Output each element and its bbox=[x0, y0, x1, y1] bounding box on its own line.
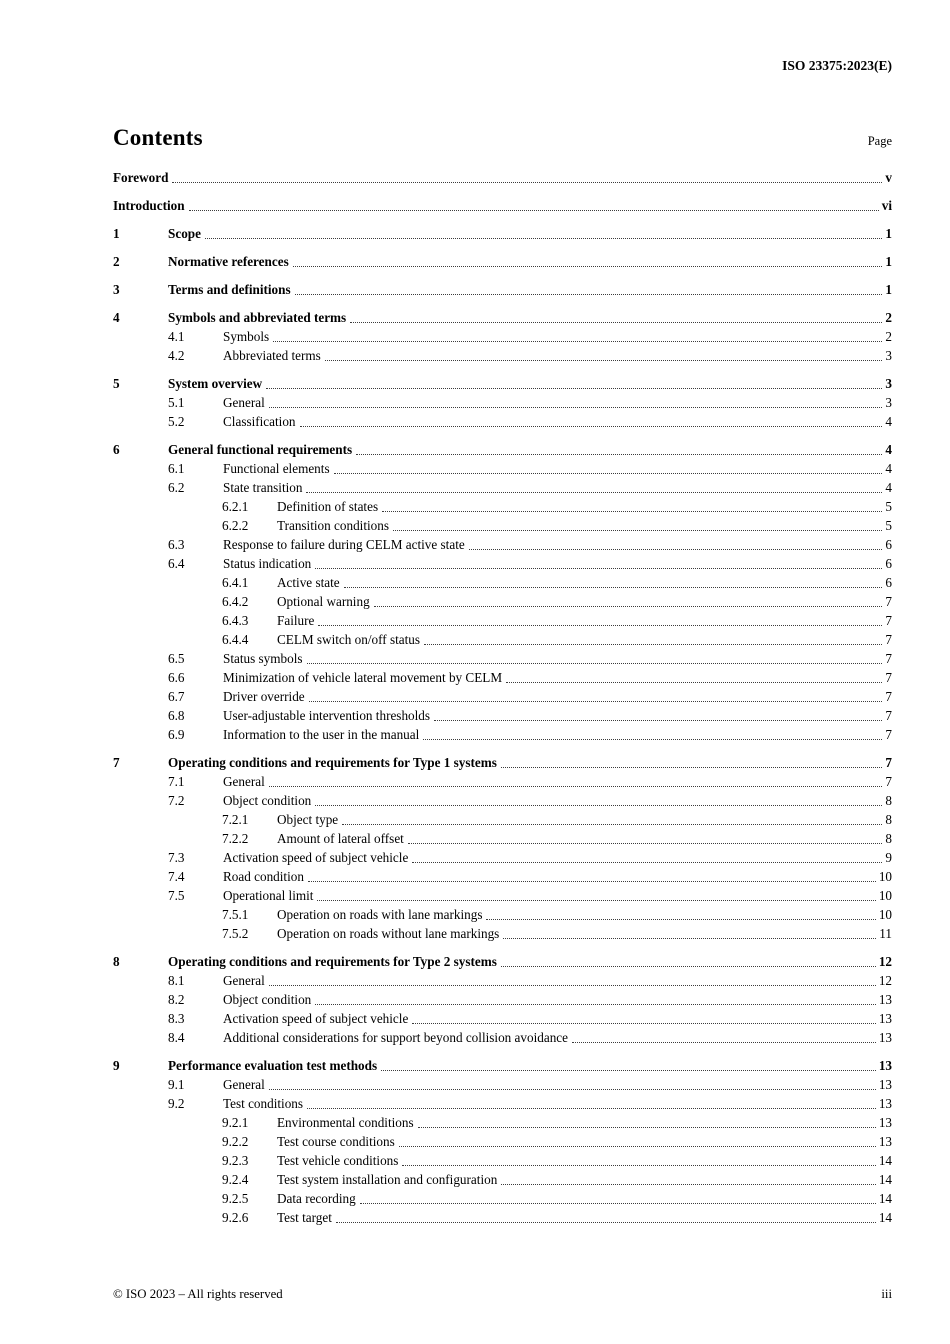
toc-entry-page: 4 bbox=[885, 461, 892, 476]
dot-leader bbox=[315, 1004, 876, 1005]
toc-entry-number: 7.2.2 bbox=[222, 831, 249, 846]
toc-entry-page: 7 bbox=[885, 774, 892, 789]
toc-entry-title: Operation on roads with lane markings bbox=[277, 907, 483, 922]
toc-entry-title: Response to failure during CELM active state bbox=[223, 537, 465, 552]
toc-entry-page: v bbox=[885, 170, 892, 185]
toc-entry-page: 13 bbox=[878, 1030, 892, 1045]
toc-entry-number: 6.4.3 bbox=[222, 613, 249, 628]
toc-entry-page: 14 bbox=[878, 1210, 892, 1225]
toc-entry-title: Functional elements bbox=[223, 461, 330, 476]
toc-entry-number: 8.3 bbox=[168, 1011, 185, 1026]
toc-entry-page: 7 bbox=[885, 613, 892, 628]
dot-leader bbox=[295, 294, 883, 295]
toc-entry-page: vi bbox=[881, 198, 892, 213]
toc-entry-number: 4.2 bbox=[168, 348, 185, 363]
toc-entry-number: 7.5.2 bbox=[222, 926, 249, 941]
dot-leader bbox=[306, 492, 882, 493]
toc-entry-title: Data recording bbox=[277, 1191, 356, 1206]
toc-entry-number: 9.2.3 bbox=[222, 1153, 249, 1168]
toc-entry bbox=[113, 252, 892, 271]
toc-entry-title: Classification bbox=[223, 414, 296, 429]
dot-leader bbox=[293, 266, 883, 267]
dot-leader bbox=[334, 473, 883, 474]
dot-leader bbox=[317, 900, 875, 901]
copyright-notice: © ISO 2023 – All rights reserved bbox=[113, 1287, 283, 1301]
dot-leader bbox=[205, 238, 882, 239]
toc-entry-page: 12 bbox=[878, 973, 892, 988]
dot-leader bbox=[572, 1042, 876, 1043]
toc-entry-number: 4 bbox=[113, 310, 120, 325]
toc-entry-number: 6.6 bbox=[168, 670, 185, 685]
toc-entry bbox=[113, 168, 892, 187]
dot-leader bbox=[360, 1203, 876, 1204]
toc-entry-number: 7.2.1 bbox=[222, 812, 249, 827]
toc-entry-title: General bbox=[223, 395, 265, 410]
toc-entry-page: 3 bbox=[885, 348, 892, 363]
toc-entry-title: Driver override bbox=[223, 689, 305, 704]
toc-entry bbox=[113, 478, 892, 497]
toc-entry bbox=[113, 346, 892, 365]
toc-entry bbox=[113, 573, 892, 592]
dot-leader bbox=[469, 549, 883, 550]
contents-header bbox=[113, 125, 892, 151]
toc-entry-page: 3 bbox=[885, 395, 892, 410]
dot-leader bbox=[336, 1222, 876, 1223]
toc-entry-title: Activation speed of subject vehicle bbox=[223, 1011, 409, 1026]
dot-leader bbox=[307, 663, 883, 664]
toc-entry bbox=[113, 1132, 892, 1151]
toc-entry-page: 1 bbox=[885, 226, 892, 241]
toc-entry-page: 13 bbox=[878, 992, 892, 1007]
toc-entry-page: 4 bbox=[885, 442, 892, 457]
toc-entry bbox=[113, 308, 892, 327]
toc-entry-number: 6.1 bbox=[168, 461, 185, 476]
toc-entry bbox=[113, 327, 892, 346]
toc-entry-title: Environmental conditions bbox=[277, 1115, 414, 1130]
dot-leader bbox=[269, 786, 883, 787]
toc-entry-number: 7.1 bbox=[168, 774, 185, 789]
dot-leader bbox=[423, 739, 882, 740]
dot-leader bbox=[266, 388, 882, 389]
toc-entry bbox=[113, 1094, 892, 1113]
toc-entry-title: User-adjustable intervention thresholds bbox=[223, 708, 431, 723]
dot-leader bbox=[269, 985, 876, 986]
toc-entry-page: 8 bbox=[885, 831, 892, 846]
toc-entry-title: Symbols bbox=[223, 329, 270, 344]
toc-entry bbox=[113, 848, 892, 867]
toc-entry-page: 1 bbox=[885, 254, 892, 269]
toc-entry bbox=[113, 725, 892, 744]
toc-entry-number: 6.9 bbox=[168, 727, 185, 742]
toc-entry-page: 13 bbox=[878, 1115, 892, 1130]
toc-entry-page: 10 bbox=[878, 869, 892, 884]
toc-entry bbox=[113, 630, 892, 649]
toc-entry-page: 4 bbox=[885, 480, 892, 495]
toc-entry-page: 4 bbox=[885, 414, 892, 429]
toc-entry-title: Operational limit bbox=[223, 888, 314, 903]
dot-leader bbox=[307, 1108, 876, 1109]
toc-entry bbox=[113, 1009, 892, 1028]
dot-leader bbox=[412, 862, 882, 863]
toc-entry-title: Status symbols bbox=[223, 651, 303, 666]
toc-entry-number: 5.2 bbox=[168, 414, 185, 429]
toc-entry-page: 11 bbox=[879, 926, 892, 941]
toc-entry-page: 14 bbox=[878, 1172, 892, 1187]
document-reference: ISO 23375:2023(E) bbox=[782, 58, 892, 73]
toc-entry-title: Failure bbox=[277, 613, 315, 628]
toc-entry-number: 7.5.1 bbox=[222, 907, 249, 922]
toc-entry-number: 8 bbox=[113, 954, 120, 969]
toc-entry bbox=[113, 1170, 892, 1189]
dot-leader bbox=[374, 606, 883, 607]
toc-entry-number: 6.4 bbox=[168, 556, 185, 571]
toc-entry-title: Performance evaluation test methods bbox=[168, 1058, 378, 1073]
toc-entry-page: 7 bbox=[885, 670, 892, 685]
toc-entry-page: 9 bbox=[885, 850, 892, 865]
toc-entry-title: System overview bbox=[168, 376, 263, 391]
toc-entry-page: 8 bbox=[885, 812, 892, 827]
toc-entry bbox=[113, 592, 892, 611]
toc-entry-number: 6.5 bbox=[168, 651, 185, 666]
toc-entry-number: 6.4.4 bbox=[222, 632, 249, 647]
toc-entry-page: 13 bbox=[878, 1058, 892, 1073]
toc-entry-page: 13 bbox=[878, 1011, 892, 1026]
toc-entry-page: 7 bbox=[885, 727, 892, 742]
toc-entry-number: 7.5 bbox=[168, 888, 185, 903]
dot-leader bbox=[418, 1127, 876, 1128]
toc-entry bbox=[113, 535, 892, 554]
toc-entry-title: Test course conditions bbox=[277, 1134, 395, 1149]
toc-entry-number: 6.4.1 bbox=[222, 575, 249, 590]
toc-entry-page: 8 bbox=[885, 793, 892, 808]
toc-entry bbox=[113, 753, 892, 772]
toc-entry-title: Transition conditions bbox=[277, 518, 389, 533]
toc-entry-page: 7 bbox=[885, 594, 892, 609]
toc-entry-title: State transition bbox=[223, 480, 303, 495]
toc-entry-number: 7.4 bbox=[168, 869, 185, 884]
toc-entry-page: 7 bbox=[885, 755, 892, 770]
toc-entry bbox=[113, 1028, 892, 1047]
folio-page-number: iii bbox=[881, 1287, 892, 1301]
toc-entry bbox=[113, 611, 892, 630]
toc-entry bbox=[113, 791, 892, 810]
toc-entry bbox=[113, 924, 892, 943]
toc-entry-page: 3 bbox=[885, 376, 892, 391]
toc-entry-title: Amount of lateral offset bbox=[277, 831, 404, 846]
toc-entry bbox=[113, 1151, 892, 1170]
dot-leader bbox=[408, 843, 883, 844]
toc-entry-page: 2 bbox=[885, 329, 892, 344]
dot-leader bbox=[501, 1184, 876, 1185]
toc-entry bbox=[113, 196, 892, 215]
page-column-label: Page bbox=[867, 134, 892, 148]
toc-entry bbox=[113, 867, 892, 886]
dot-leader bbox=[501, 966, 876, 967]
toc-entry bbox=[113, 1056, 892, 1075]
toc-entry-number: 3 bbox=[113, 282, 120, 297]
toc-entry bbox=[113, 706, 892, 725]
toc-entry-page: 14 bbox=[878, 1191, 892, 1206]
toc-entry-title: Road condition bbox=[223, 869, 304, 884]
dot-leader bbox=[350, 322, 882, 323]
toc-entry-title: Test conditions bbox=[223, 1096, 304, 1111]
toc-entry-number: 7 bbox=[113, 755, 120, 770]
toc-entry-page: 13 bbox=[878, 1077, 892, 1092]
toc-entry-number: 7.3 bbox=[168, 850, 185, 865]
toc-entry-page: 7 bbox=[885, 708, 892, 723]
dot-leader bbox=[315, 805, 882, 806]
toc-entry-number: 5.1 bbox=[168, 395, 185, 410]
dot-leader bbox=[309, 701, 883, 702]
toc-entry-number: 6.2.2 bbox=[222, 518, 249, 533]
toc-entry-title: Test vehicle conditions bbox=[277, 1153, 399, 1168]
toc-entry bbox=[113, 971, 892, 990]
toc-entry bbox=[113, 280, 892, 299]
dot-leader bbox=[172, 182, 882, 183]
toc-entry-page: 2 bbox=[885, 310, 892, 325]
toc-entry-title: Test target bbox=[277, 1210, 332, 1225]
toc-entry-title: Object condition bbox=[223, 793, 312, 808]
toc-entry-title: Foreword bbox=[113, 170, 169, 185]
toc-entry-number: 9.2.6 bbox=[222, 1210, 249, 1225]
dot-leader bbox=[269, 407, 883, 408]
toc-entry-number: 9 bbox=[113, 1058, 120, 1073]
toc-entry-number: 9.1 bbox=[168, 1077, 185, 1092]
toc-entry bbox=[113, 829, 892, 848]
toc-entry-page: 7 bbox=[885, 651, 892, 666]
dot-leader bbox=[308, 881, 876, 882]
toc-entry-title: Activation speed of subject vehicle bbox=[223, 850, 409, 865]
toc-entry bbox=[113, 952, 892, 971]
toc-entry bbox=[113, 649, 892, 668]
dot-leader bbox=[382, 511, 882, 512]
toc-entry-title: Object type bbox=[277, 812, 339, 827]
toc-entry bbox=[113, 1189, 892, 1208]
dot-leader bbox=[300, 426, 883, 427]
dot-leader bbox=[412, 1023, 876, 1024]
toc-entry-page: 1 bbox=[885, 282, 892, 297]
toc-entry bbox=[113, 393, 892, 412]
dot-leader bbox=[434, 720, 882, 721]
toc-entry-number: 2 bbox=[113, 254, 120, 269]
dot-leader bbox=[486, 919, 875, 920]
dot-leader bbox=[381, 1070, 876, 1071]
toc-entry-title: Test system installation and configuration bbox=[277, 1172, 498, 1187]
page-footer bbox=[113, 1287, 892, 1302]
toc-entry-page: 12 bbox=[878, 954, 892, 969]
toc-entry bbox=[113, 772, 892, 791]
toc-entry-page: 10 bbox=[878, 888, 892, 903]
toc-entry-number: 6 bbox=[113, 442, 120, 457]
toc-entry bbox=[113, 374, 892, 393]
dot-leader bbox=[342, 824, 882, 825]
toc-entry-number: 9.2 bbox=[168, 1096, 185, 1111]
dot-leader bbox=[393, 530, 882, 531]
dot-leader bbox=[325, 360, 883, 361]
toc-entry bbox=[113, 687, 892, 706]
toc-entry-number: 6.2.1 bbox=[222, 499, 249, 514]
dot-leader bbox=[273, 341, 882, 342]
toc-entry-title: General bbox=[223, 1077, 265, 1092]
toc-entry-title: Active state bbox=[277, 575, 340, 590]
toc-entry-page: 7 bbox=[885, 689, 892, 704]
toc-entry-page: 6 bbox=[885, 575, 892, 590]
toc-entry-number: 4.1 bbox=[168, 329, 185, 344]
toc-entry bbox=[113, 886, 892, 905]
toc-entry-title: Operation on roads without lane markings bbox=[277, 926, 500, 941]
toc-entry bbox=[113, 905, 892, 924]
dot-leader bbox=[356, 454, 882, 455]
toc-entry bbox=[113, 1113, 892, 1132]
toc-entry-number: 6.4.2 bbox=[222, 594, 249, 609]
toc-entry bbox=[113, 497, 892, 516]
toc-entry-title: Operating conditions and requirements for Type 2 systems bbox=[168, 954, 497, 969]
toc-entry-page: 13 bbox=[878, 1134, 892, 1149]
toc-entry-title: Minimization of vehicle lateral movement by CELM bbox=[223, 670, 503, 685]
toc-entry bbox=[113, 668, 892, 687]
toc-entry-title: Normative references bbox=[168, 254, 289, 269]
toc-entry-title: Symbols and abbreviated terms bbox=[168, 310, 347, 325]
toc-entry-title: Status indication bbox=[223, 556, 312, 571]
toc-entry-title: Optional warning bbox=[277, 594, 370, 609]
toc-entry-number: 5 bbox=[113, 376, 120, 391]
toc-entry bbox=[113, 1208, 892, 1227]
dot-leader bbox=[424, 644, 882, 645]
toc-entry-title: Operating conditions and requirements for Type 1 systems bbox=[168, 755, 497, 770]
dot-leader bbox=[315, 568, 882, 569]
toc-entry-title: General bbox=[223, 774, 265, 789]
toc-entry-title: Abbreviated terms bbox=[223, 348, 321, 363]
toc-entry-title: Object condition bbox=[223, 992, 312, 1007]
toc-entry-number: 6.7 bbox=[168, 689, 185, 704]
toc-entry-number: 6.2 bbox=[168, 480, 185, 495]
toc-list bbox=[113, 168, 892, 1227]
toc-entry-page: 6 bbox=[885, 537, 892, 552]
toc-entry-number: 8.2 bbox=[168, 992, 185, 1007]
toc-entry bbox=[113, 224, 892, 243]
toc-entry-page: 5 bbox=[885, 518, 892, 533]
toc-entry-number: 6.3 bbox=[168, 537, 185, 552]
toc-entry-page: 10 bbox=[878, 907, 892, 922]
dot-leader bbox=[318, 625, 882, 626]
dot-leader bbox=[269, 1089, 876, 1090]
dot-leader bbox=[189, 210, 879, 211]
toc-entry-page: 14 bbox=[878, 1153, 892, 1168]
toc-entry bbox=[113, 1075, 892, 1094]
dot-leader bbox=[506, 682, 882, 683]
toc-entry-page: 5 bbox=[885, 499, 892, 514]
toc-entry bbox=[113, 810, 892, 829]
toc-entry-page: 6 bbox=[885, 556, 892, 571]
toc-entry-number: 8.4 bbox=[168, 1030, 185, 1045]
toc-entry-title: Terms and definitions bbox=[168, 282, 291, 297]
toc-entry-number: 9.2.1 bbox=[222, 1115, 249, 1130]
contents-title: Contents bbox=[113, 125, 203, 150]
toc-entry-title: General bbox=[223, 973, 265, 988]
toc-entry-number: 1 bbox=[113, 226, 120, 241]
dot-leader bbox=[344, 587, 883, 588]
toc-entry-page: 13 bbox=[878, 1096, 892, 1111]
toc-entry-title: CELM switch on/off status bbox=[277, 632, 420, 647]
toc-entry-title: Introduction bbox=[113, 198, 185, 213]
toc-entry-page: 7 bbox=[885, 632, 892, 647]
toc-entry bbox=[113, 440, 892, 459]
dot-leader bbox=[503, 938, 876, 939]
toc-entry-title: General functional requirements bbox=[168, 442, 353, 457]
toc-entry-number: 9.2.5 bbox=[222, 1191, 249, 1206]
dot-leader bbox=[402, 1165, 875, 1166]
toc-entry-number: 9.2.4 bbox=[222, 1172, 249, 1187]
dot-leader bbox=[399, 1146, 876, 1147]
toc-entry bbox=[113, 554, 892, 573]
toc-entry bbox=[113, 459, 892, 478]
toc-entry-number: 9.2.2 bbox=[222, 1134, 249, 1149]
toc-entry-number: 6.8 bbox=[168, 708, 185, 723]
toc-entry-number: 7.2 bbox=[168, 793, 185, 808]
toc-entry-title: Additional considerations for support beyond collision avoidance bbox=[223, 1030, 568, 1045]
toc-entry-title: Definition of states bbox=[277, 499, 379, 514]
dot-leader bbox=[501, 767, 883, 768]
toc-entry-title: Scope bbox=[168, 226, 201, 241]
toc-entry bbox=[113, 990, 892, 1009]
toc-entry-title: Information to the user in the manual bbox=[223, 727, 420, 742]
toc-entry-number: 8.1 bbox=[168, 973, 185, 988]
toc-entry bbox=[113, 516, 892, 535]
toc-entry bbox=[113, 412, 892, 431]
